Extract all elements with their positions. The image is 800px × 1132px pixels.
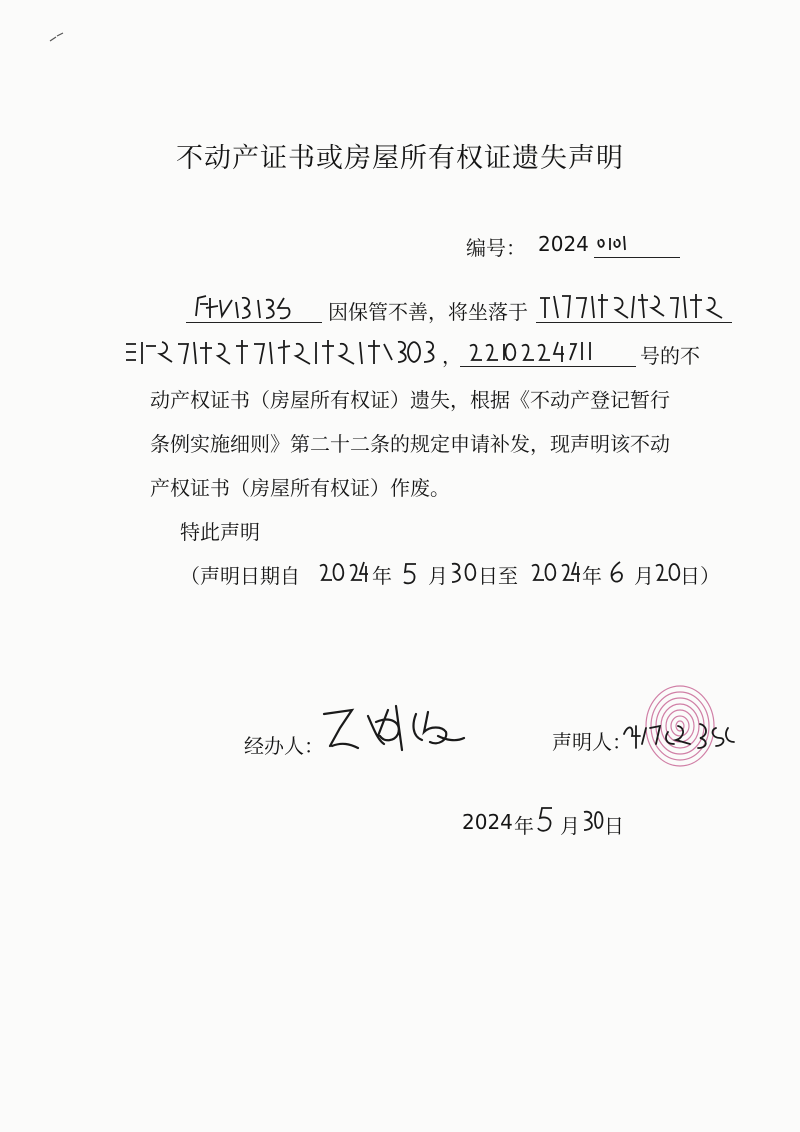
body-line-4: 条例实施细则》第二十二条的规定申请补发，现声明该不动 [150,432,670,456]
page-title: 不动产证书或房屋所有权证遗失声明 [176,143,624,174]
handwritten-date-month [536,804,556,834]
date-printed-year: 2024 [462,810,513,834]
period-open: （声明日期自 [180,564,300,588]
handler-label: 经办人： [244,734,324,758]
period-month-unit-1: 月 [428,564,448,588]
handwritten-date-day [582,806,604,834]
number-printed: 2024 [538,232,589,256]
declarant-label: 声明人： [552,730,632,754]
handwritten-period-start-year [318,558,368,586]
special-statement: 特此声明 [180,520,260,544]
period-day-unit-to: 日至 [478,564,518,588]
handwritten-address-part-1 [536,290,736,322]
period-day-unit-close: 日） [680,564,720,588]
handwritten-address-part-2 [122,336,442,368]
date-year-unit: 年 [514,814,534,838]
handwritten-period-end-year [530,558,580,586]
body-suffix-1: 号的不 [640,344,700,368]
address-underline-1 [536,322,732,323]
number-label: 编号： [466,236,526,260]
handwritten-period-start-day [450,558,480,586]
period-month-unit-2: 月 [634,564,654,588]
handwritten-number-suffix [596,232,636,256]
body-comma: ， [442,344,462,368]
certificate-number-underline [460,366,636,367]
handwritten-declarant-name [192,292,302,322]
period-year-unit-1: 年 [372,564,392,588]
handwritten-certificate-number [466,338,616,366]
name-underline [186,322,322,323]
handwritten-period-start-month [402,560,420,586]
body-line-5: 产权证书（房屋所有权证）作废。 [150,476,450,500]
declarant-signature [620,714,740,754]
date-month-unit: 月 [560,814,580,838]
body-reason: 因保管不善，将坐落于 [328,300,528,324]
number-underline [594,257,680,258]
handler-signature [318,696,468,760]
body-line-3: 动产权证书（房屋所有权证）遗失，根据《不动产登记暂行 [150,388,670,412]
period-year-unit-2: 年 [582,564,602,588]
stray-pencil-mark [48,28,66,47]
date-day-unit: 日 [604,814,624,838]
handwritten-period-end-month [608,558,626,586]
